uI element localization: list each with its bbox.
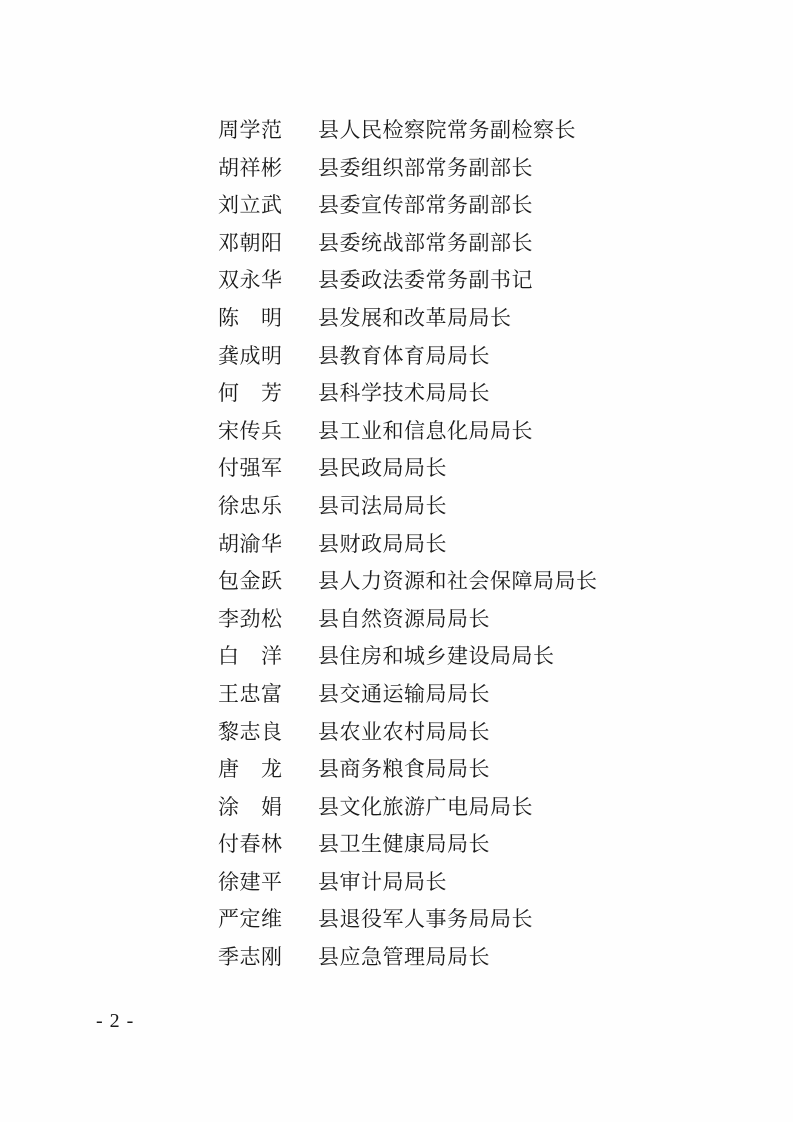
roster-entry <box>218 789 698 827</box>
roster-entry <box>218 375 698 413</box>
person-title: 县司法局局长 <box>318 493 447 518</box>
roster-entry <box>218 225 698 263</box>
person-name: 严定维 <box>218 907 283 932</box>
person-name: 王忠富 <box>218 681 283 706</box>
person-name: 徐忠乐 <box>218 493 283 518</box>
person-title: 县人民检察院常务副检察长 <box>318 118 576 142</box>
person-name: 陈 明 <box>218 305 283 330</box>
person-name: 付春林 <box>218 832 283 857</box>
person-name: 刘立武 <box>218 193 283 218</box>
roster-entry <box>218 901 698 939</box>
person-name: 胡祥彬 <box>218 155 283 180</box>
person-title: 县退役军人事务局局长 <box>318 907 533 932</box>
roster-entry <box>218 751 698 789</box>
person-title: 县人力资源和社会保障局局长 <box>318 569 598 594</box>
person-title: 县交通运输局局长 <box>318 681 490 706</box>
person-name: 何 芳 <box>218 381 283 406</box>
person-title: 县卫生健康局局长 <box>318 832 490 857</box>
person-title: 县教育体育局局长 <box>318 343 490 368</box>
person-name: 付强军 <box>218 456 283 481</box>
person-name: 包金跃 <box>218 569 283 594</box>
roster-entry <box>218 488 698 526</box>
person-title: 县商务粮食局局长 <box>318 757 490 782</box>
person-name: 唐 龙 <box>218 757 283 782</box>
roster-list <box>218 112 698 977</box>
person-name: 涂 娟 <box>218 794 283 819</box>
person-title: 县农业农村局局长 <box>318 719 490 744</box>
roster-entry <box>218 300 698 338</box>
roster-entry <box>218 676 698 714</box>
roster-entry <box>218 338 698 376</box>
person-name: 季志刚 <box>218 945 283 970</box>
roster-entry <box>218 150 698 188</box>
person-title: 县住房和城乡建设局局长 <box>318 644 555 669</box>
person-name: 邓朝阳 <box>218 230 283 255</box>
roster-entry <box>218 187 698 225</box>
roster-entry <box>218 864 698 902</box>
roster-entry <box>218 601 698 639</box>
person-name: 李劲松 <box>218 606 283 631</box>
roster-entry <box>218 413 698 451</box>
roster-entry <box>218 112 698 150</box>
roster-entry <box>218 563 698 601</box>
person-name: 周学范 <box>218 118 283 142</box>
person-name: 徐建平 <box>218 869 283 894</box>
person-name: 黎志良 <box>218 719 283 744</box>
person-name: 双永华 <box>218 268 283 293</box>
person-title: 县委政法委常务副书记 <box>318 268 533 293</box>
person-title: 县委统战部常务副部长 <box>318 230 533 255</box>
roster-entry <box>218 450 698 488</box>
person-title: 县委组织部常务副部长 <box>318 155 533 180</box>
person-name: 胡渝华 <box>218 531 283 556</box>
roster-entry <box>218 826 698 864</box>
person-title: 县民政局局长 <box>318 456 447 481</box>
person-title: 县发展和改革局局长 <box>318 305 512 330</box>
person-title: 县应急管理局局长 <box>318 945 490 970</box>
page-number: - 2 - <box>96 1010 135 1032</box>
person-name: 白 洋 <box>218 644 283 669</box>
person-title: 县审计局局长 <box>318 869 447 894</box>
person-title: 县委宣传部常务副部长 <box>318 193 533 218</box>
roster-entry <box>218 939 698 977</box>
roster-entry <box>218 526 698 564</box>
person-name: 龚成明 <box>218 343 283 368</box>
roster-entry <box>218 638 698 676</box>
person-title: 县自然资源局局长 <box>318 606 490 631</box>
roster-entry <box>218 714 698 752</box>
person-name: 宋传兵 <box>218 418 283 443</box>
person-title: 县文化旅游广电局局长 <box>318 794 533 819</box>
person-title: 县工业和信息化局局长 <box>318 418 533 443</box>
person-title: 县财政局局长 <box>318 531 447 556</box>
person-title: 县科学技术局局长 <box>318 381 490 406</box>
roster-entry <box>218 262 698 300</box>
